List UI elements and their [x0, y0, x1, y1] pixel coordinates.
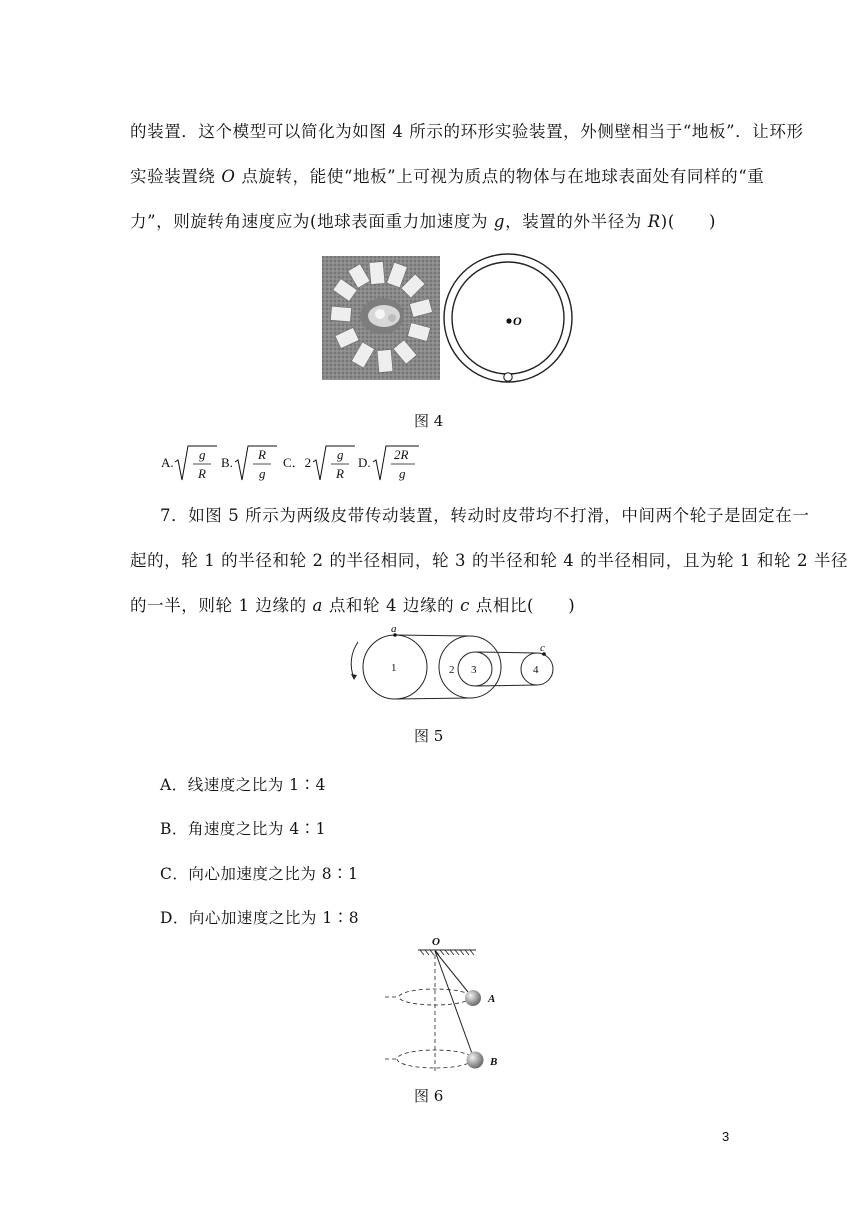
option-d-label: D. [358, 455, 371, 470]
wheel-1-label: 1 [391, 662, 397, 674]
option-b-numerator: R [258, 447, 266, 462]
ball-b [467, 1052, 484, 1069]
pivot-label-o: O [432, 936, 440, 948]
q7-option-b: B．角速度之比为 4∶1 [160, 820, 327, 838]
ball-a-label: A [488, 993, 496, 1005]
option-b-denominator: g [259, 466, 266, 481]
ball-b-label: B [490, 1056, 498, 1068]
q6-options [155, 440, 455, 490]
figure-4-caption: 图 4 [414, 412, 444, 430]
ring-diagram [444, 254, 572, 382]
q6-text-line-2: 实验装置绕 O 点旋转，能使“地板”上可视为质点的物体与在地球表面处有同样的“重 [130, 167, 765, 186]
space-station-photo [322, 256, 440, 380]
q6-text-line-3: 力”，则旋转角速度应为(地球表面重力加速度为 g，装置的外半径为 R)( ) [130, 212, 717, 231]
figure-4 [318, 252, 578, 386]
option-c-denominator: R [336, 466, 344, 481]
point-c-label: c [540, 642, 545, 654]
q7-text-line-3: 的一半，则轮 1 边缘的 a 点和轮 4 边缘的 c 点相比( ) [130, 596, 576, 615]
option-a-denominator: R [198, 466, 206, 481]
option-d-numerator: 2R [394, 447, 409, 462]
q7-option-d: D．向心加速度之比为 1∶8 [160, 909, 360, 927]
wheel-4-label: 4 [533, 664, 539, 676]
point-a-label: a [391, 623, 397, 635]
option-d-denominator: g [399, 466, 406, 481]
page-number: 3 [722, 1129, 730, 1144]
q7-text-line-1: 7．如图 5 所示为两级皮带传动装置，转动时皮带均不打滑，中间两个轮子是固定在一 [160, 506, 810, 525]
option-c-numerator: g [337, 447, 344, 462]
q7-text-line-2: 起的，轮 1 的半径和轮 2 的半径相同，轮 3 的半径和轮 4 的半径相同，且为轮 1 和轮 2 半径 [130, 551, 849, 570]
figure-6 [380, 935, 510, 1075]
option-c-label: C．2 [283, 455, 312, 470]
wheel-3-label: 3 [471, 664, 477, 676]
q7-option-a: A．线速度之比为 1∶4 [160, 776, 326, 794]
ball-a [465, 990, 481, 1006]
option-b-label: B. [221, 455, 233, 470]
rotation-arrow-icon [351, 642, 358, 678]
figure-5-caption: 图 5 [414, 727, 444, 745]
figure-6-caption: 图 6 [414, 1087, 444, 1105]
q7-option-c: C．向心加速度之比为 8∶1 [160, 865, 359, 883]
q6-text-line-1: 的装置．这个模型可以简化为如图 4 所示的环形实验装置，外侧壁相当于“地板”．让环形 [130, 122, 804, 141]
option-a-label: A. [161, 455, 174, 470]
figure-5 [340, 622, 560, 706]
wheel-2-label: 2 [449, 664, 455, 676]
option-a-numerator: g [199, 447, 206, 462]
center-label-o: O [513, 314, 522, 328]
